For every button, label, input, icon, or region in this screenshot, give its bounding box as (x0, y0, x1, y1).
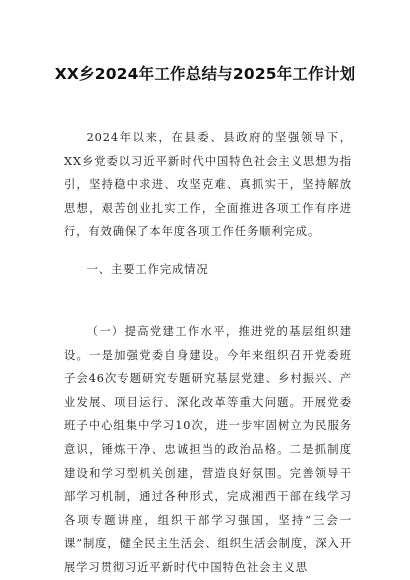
document-title: XX乡2024年工作总结与2025年工作计划 (54, 65, 356, 83)
intro-paragraph: 2024年以来，在县委、县政府的坚强领导下，XX乡党委以习近平新时代中国特色社会主义思想为指引，坚持稳中求进、攻坚克难、真抓实干，坚持解放思想，艰苦创业扎实工作，全面推进各项工作有序进行，有效确保了本年度各项工作任务顺利完成。 (64, 131, 352, 239)
section-body-paragraph: （一）提高党建工作水平，推进党的基层组织建设。一是加强党委自身建设。今年来组织召开党委班子会46次专题研究专题研究基层党建、乡村振兴、产业发展、项目运行、深化改革等重大问题。开展党委班子中心组集中学习10次，进一步牢固树立为民服务意识，锤炼干净、忠诚担当的政治品格。二是抓制度建设和学习型机关创建，营造良好氛围。完善领导干部学习机制，通过各种形式，完成湘西干部在线学习各项专题讲座，组织干部学习强国，坚持“三会一课”制度，健全民主生活会、组织生活会制度，深入开展学习贯彻习近平新时代中国特色社会主义思 (64, 325, 352, 574)
section-heading: 一、主要工作完成情况 (86, 263, 209, 276)
